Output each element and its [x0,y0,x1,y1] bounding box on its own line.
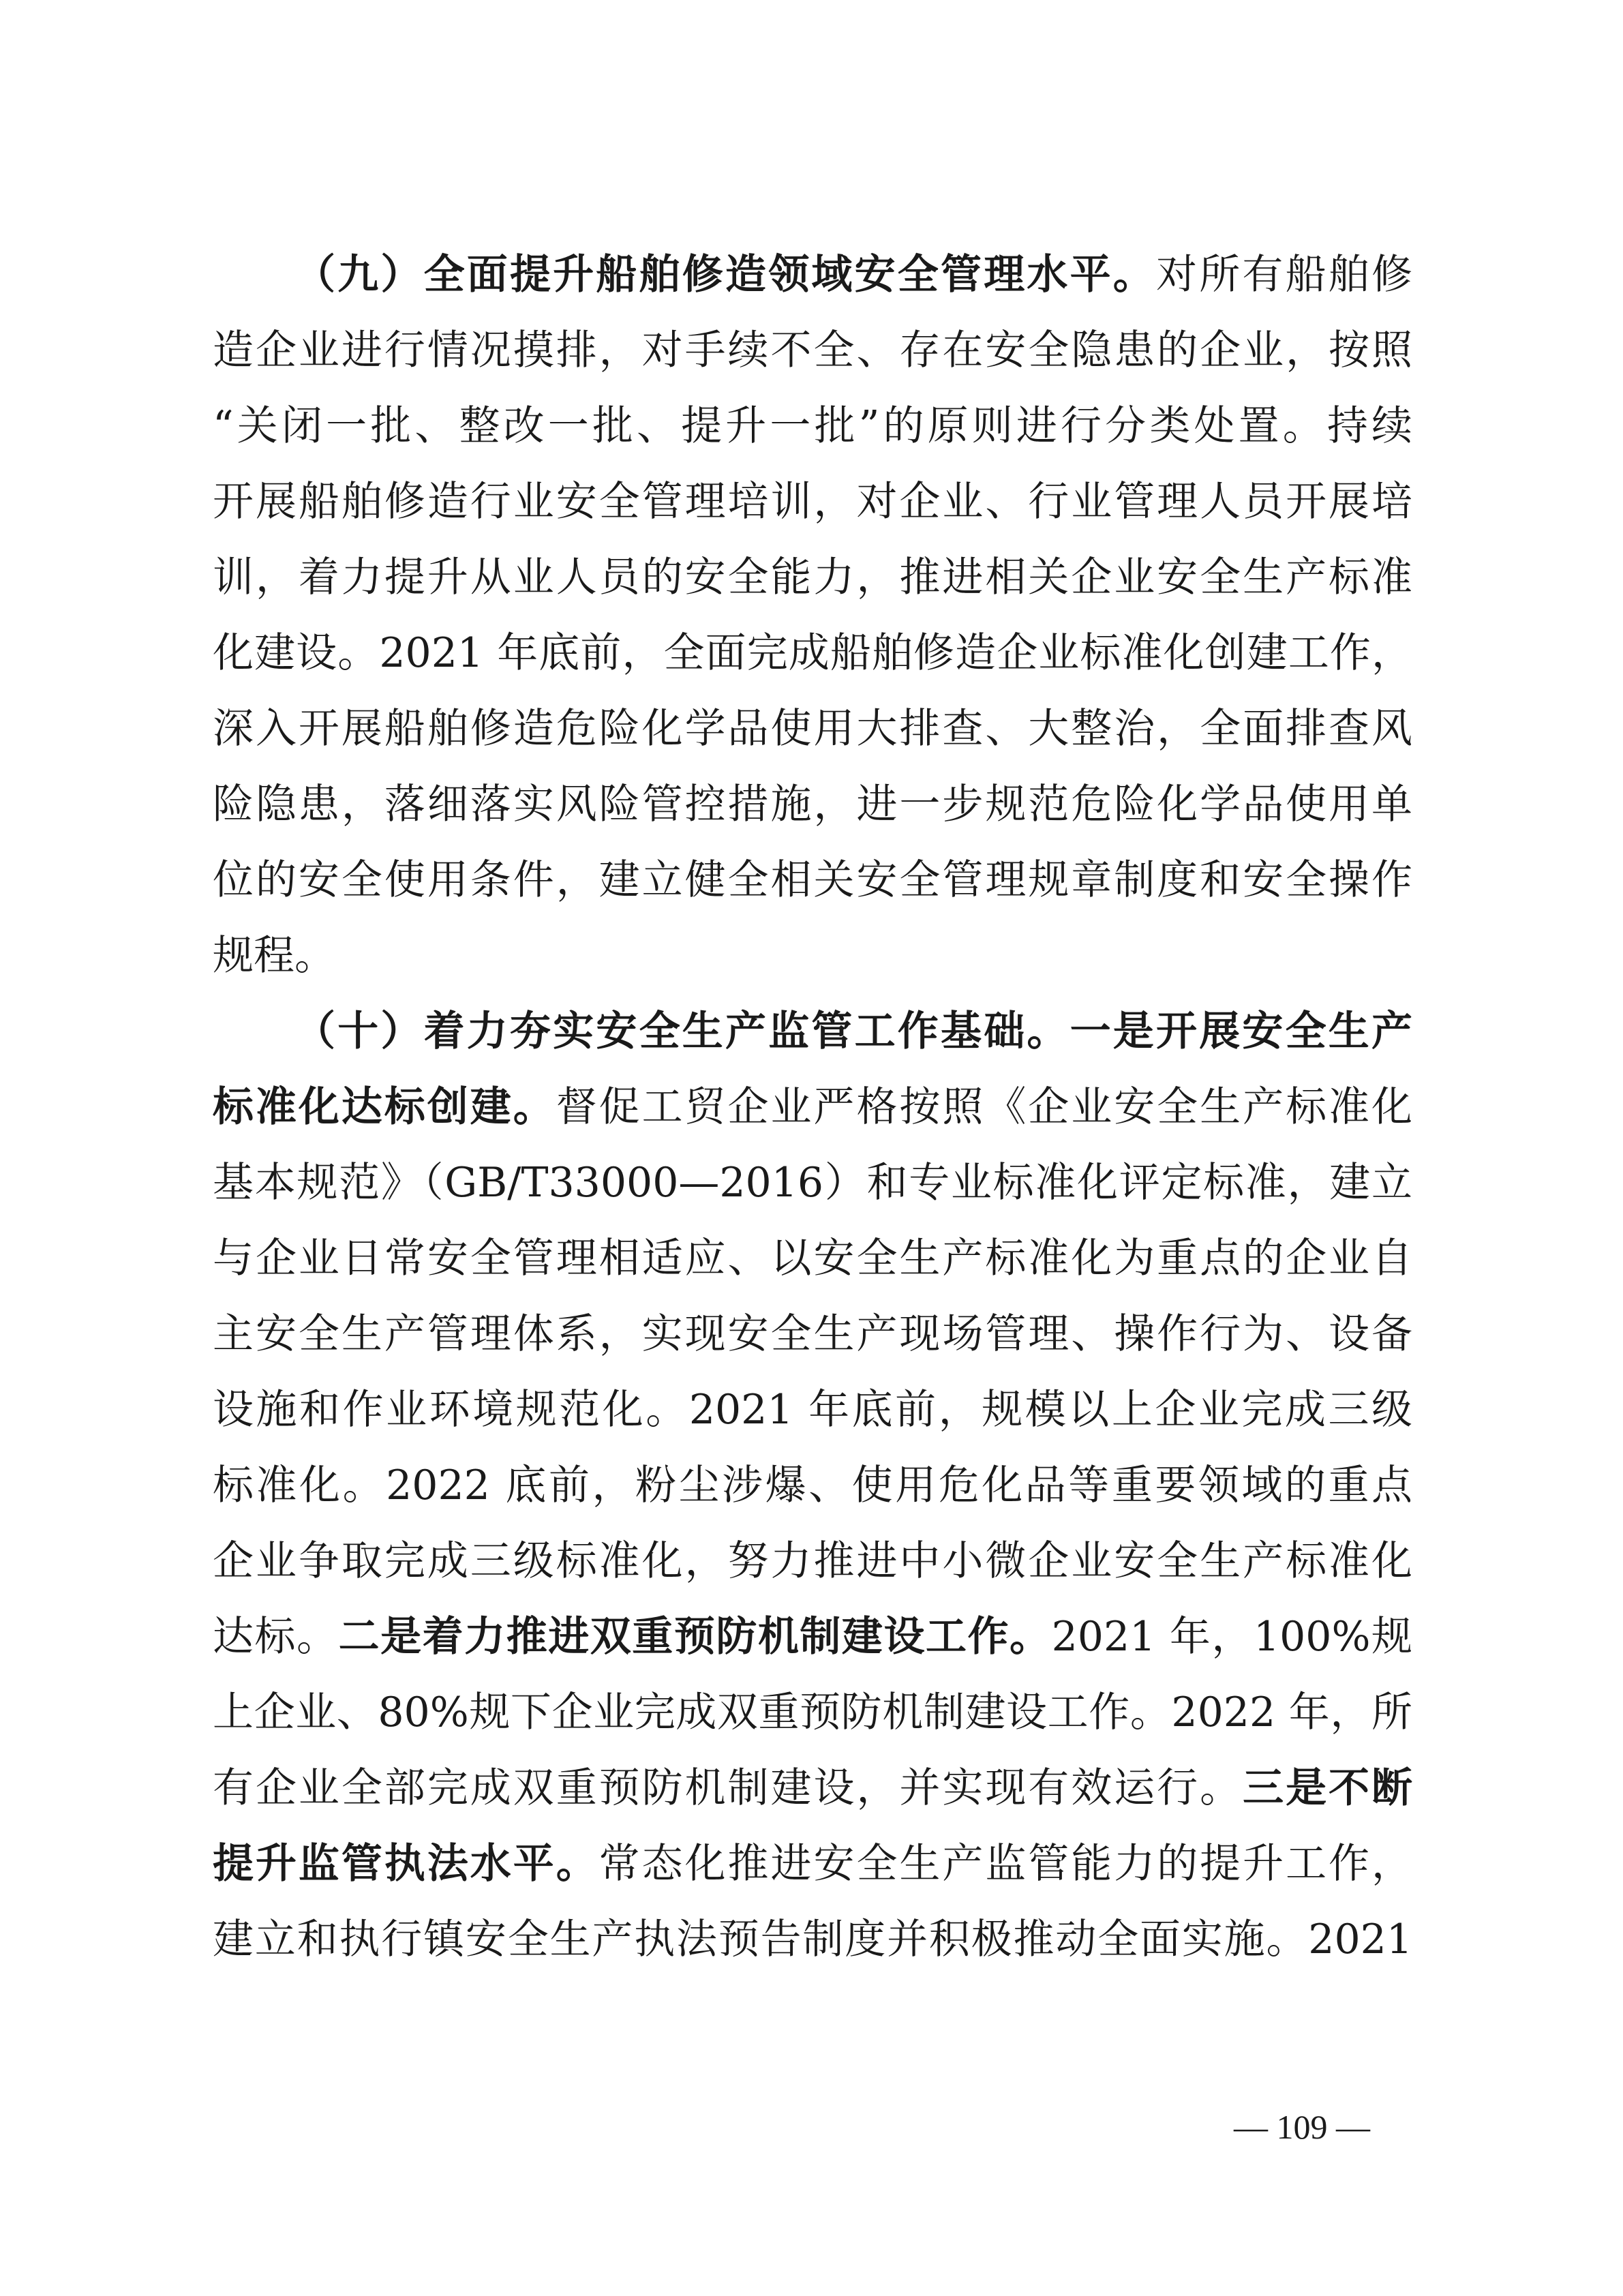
paragraph-line [213,1386,1412,1434]
page-number: — 109 — [1234,2108,1370,2146]
line-text: 常态化推进安全生产监管能力的提升工作， [598,1840,1413,1888]
line-text: 规程。 [213,932,335,980]
paragraph-line [213,1916,1412,1963]
paragraph-line [213,251,1412,299]
line-text: 达标。 [213,1613,339,1661]
line-text: 险隐患，落细落实风险管控措施，进一步规范危险化学品使用单 [213,781,1412,828]
line-text: 化建设。2021 年底前，全面完成船舶修造企业标准化创建工作， [213,629,1412,677]
line-text: 督促工贸企业严格按照《企业安全生产标准化 [556,1083,1412,1131]
line-text: 建立和执行镇安全生产执法预告制度并积极推动全面实施。2021 [213,1916,1412,1963]
line-text: 标准化。2022 底前，粉尘涉爆、使用危化品等重要领域的重点 [213,1462,1412,1509]
paragraph-line [213,856,1412,904]
line-text: 深入开展船舶修造危险化学品使用大排查、大整治，全面排查风 [213,705,1412,753]
paragraph-line [213,1159,1412,1207]
paragraph-line [213,554,1412,601]
paragraph-line [213,1613,1412,1661]
paragraph-line [213,1008,1412,1055]
line-text: 主安全生产管理体系，实现安全生产现场管理、操作行为、设备 [213,1310,1412,1358]
paragraph-line [213,781,1412,828]
paragraph-line [213,932,1412,980]
paragraph-line [213,1764,1412,1812]
section-heading: （十）着力夯实安全生产监管工作基础。一是开展安全生产 [294,1008,1412,1055]
subheading-bold: 二是着力推进双重预防机制建设工作。 [338,1613,1052,1661]
subheading-bold: 提升监管执法水平。 [213,1840,599,1888]
paragraph-line [213,1689,1412,1736]
line-text: 基本规范》（GB/T33000—2016）和专业标准化评定标准，建立 [213,1159,1412,1207]
section-heading: （九）全面提升船舶修造领域安全管理水平。 [294,251,1156,299]
subheading-bold: 标准化达标创建。 [213,1083,556,1131]
line-text: 上企业、80%规下企业完成双重预防机制建设工作。2022 年，所 [213,1689,1412,1736]
line-text: 对所有船舶修 [1156,251,1412,299]
line-text: “关闭一批、整改一批、提升一批”的原则进行分类处置。持续 [213,402,1412,450]
line-text: 2021 年，100%规 [1051,1613,1413,1661]
paragraph-line [213,1840,1412,1888]
paragraph-line [213,705,1412,753]
subheading-bold: 三是不断 [1243,1764,1412,1812]
paragraph-line [213,629,1412,677]
line-text: 企业争取完成三级标准化，努力推进中小微企业安全生产标准化 [213,1537,1412,1585]
paragraph-line [213,327,1412,374]
paragraph-line [213,1083,1412,1131]
paragraph-line [213,402,1412,450]
paragraph-line [213,1310,1412,1358]
line-text: 设施和作业环境规范化。2021 年底前，规模以上企业完成三级 [213,1386,1412,1434]
line-text: 位的安全使用条件，建立健全相关安全管理规章制度和安全操作 [213,856,1412,904]
paragraph-line [213,1235,1412,1282]
paragraph-line [213,1537,1412,1585]
line-text: 开展船舶修造行业安全管理培训，对企业、行业管理人员开展培 [213,478,1412,526]
paragraph-line [213,1462,1412,1509]
line-text: 有企业全部完成双重预防机制建设，并实现有效运行。 [213,1764,1243,1812]
paragraph-line [213,478,1412,526]
line-text: 造企业进行情况摸排，对手续不全、存在安全隐患的企业，按照 [213,327,1412,374]
line-text: 与企业日常安全管理相适应、以安全生产标准化为重点的企业自 [213,1235,1412,1282]
line-text: 训，着力提升从业人员的安全能力，推进相关企业安全生产标准 [213,554,1412,601]
